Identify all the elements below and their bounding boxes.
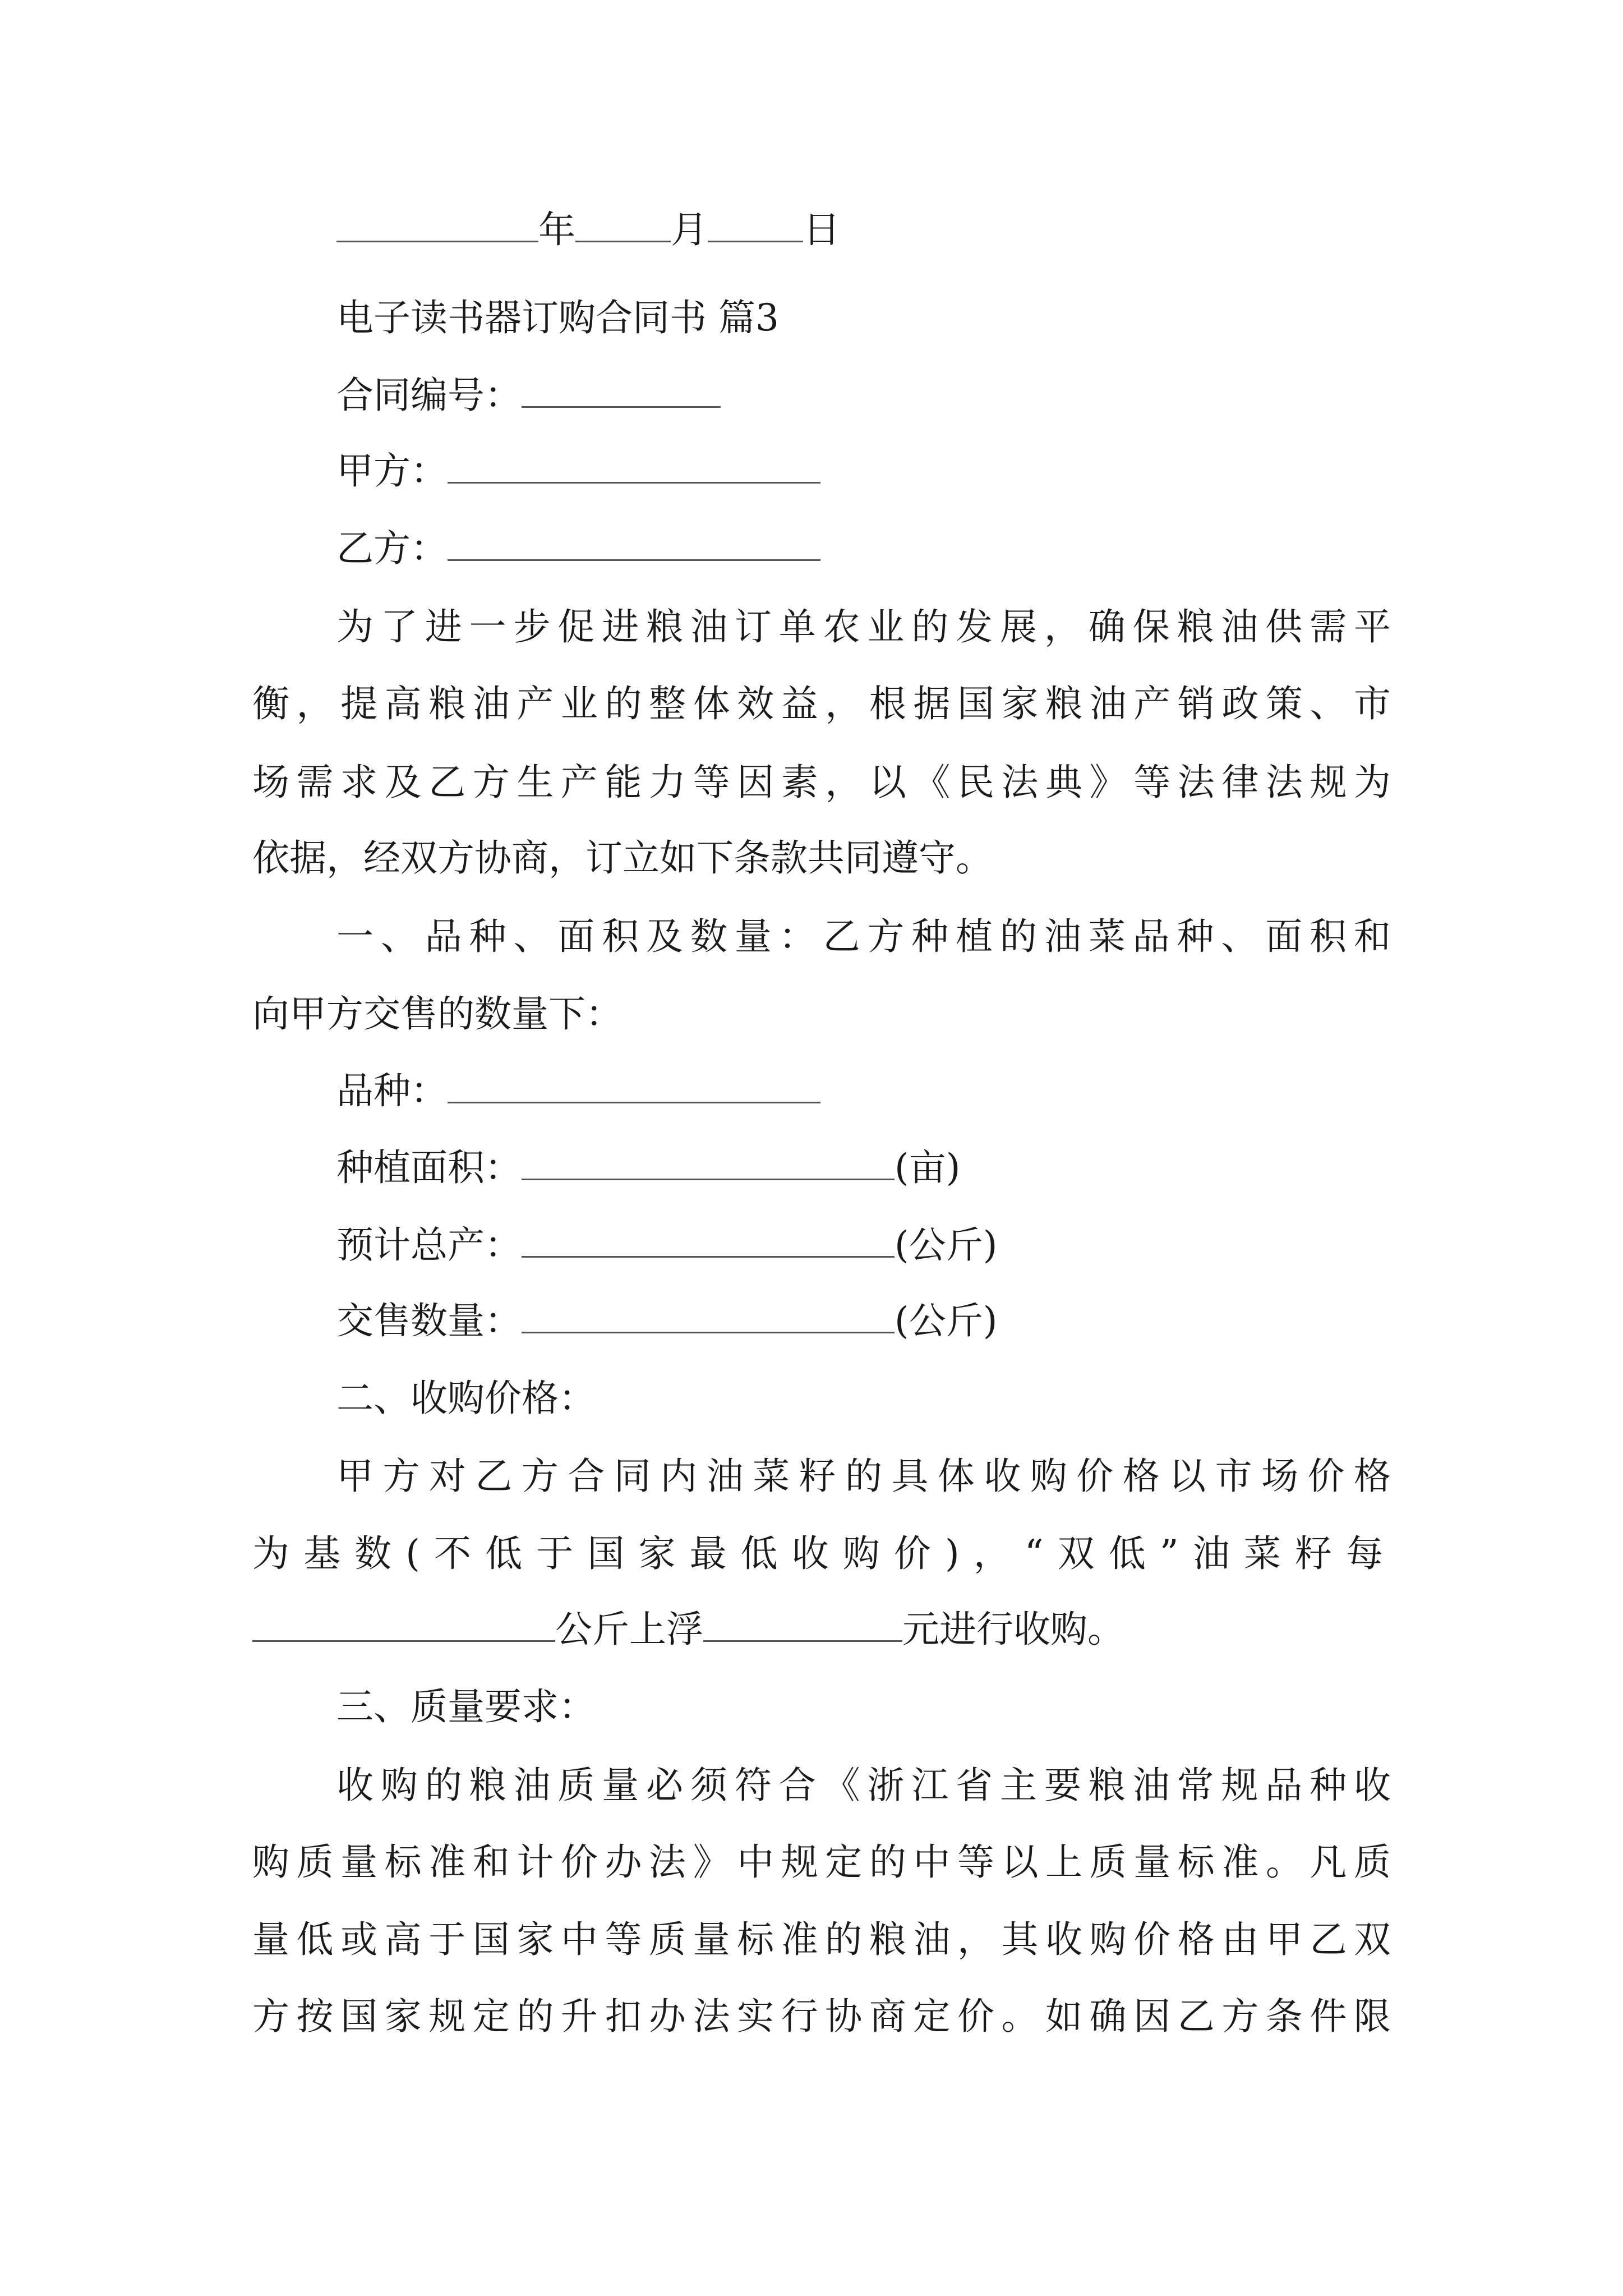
area-unit: (亩) (895, 1146, 961, 1189)
contract-number-label: 合同编号： (336, 374, 522, 417)
section3-line-4: 方按国家规定的升扣办法实行协商定价。如确因乙方条件限 (252, 1995, 1391, 2038)
section2-line-2: 为基数(不低于国家最低收购价)，“双低”油菜籽每 (252, 1532, 1391, 1575)
month-blank (575, 207, 671, 242)
variety-line (336, 1063, 1391, 1119)
party-b-blank (448, 526, 820, 561)
per-kg-blank (252, 1607, 555, 1642)
preamble-line-2: 衡，提高粮油产业的整体效益，根据国家粮油产销政策、市 (252, 682, 1391, 725)
section1-line-1: 一、品种、面积及数量：乙方种植的油菜品种、面积和 (336, 915, 1391, 958)
preamble-line-3: 场需求及乙方生产能力等因素，以《民法典》等法律法规为 (252, 761, 1391, 804)
day-blank (708, 207, 803, 242)
party-b-label: 乙方： (336, 527, 448, 570)
section3-line-1: 收购的粮油质量必须符合《浙江省主要粮油常规品种收 (336, 1764, 1391, 1807)
yield-label: 预计总产： (336, 1223, 522, 1267)
document-title: 电子读书器订购合同书 篇3 (336, 296, 779, 339)
yield-blank (522, 1222, 895, 1258)
section3-line-2: 购质量标准和计价办法》中规定的中等以上质量标准。凡质 (252, 1841, 1391, 1884)
party-a-label: 甲方： (336, 449, 448, 493)
section1-line-2: 向甲方交售的数量下： (252, 992, 623, 1036)
preamble-line-1: 为了进一步促进粮油订单农业的发展，确保粮油供需平 (336, 605, 1391, 648)
contract-number-blank (522, 372, 721, 408)
section2-line-3 (252, 1602, 1391, 1658)
day-label: 日 (803, 208, 840, 251)
date-line (336, 202, 1391, 258)
section3-heading: 三、质量要求： (336, 1685, 596, 1728)
month-label: 月 (671, 208, 708, 251)
section2-tail-end: 元进行收购。 (902, 1608, 1124, 1651)
price-increase-blank (703, 1607, 902, 1642)
area-line (336, 1140, 1391, 1196)
area-label: 种植面积： (336, 1146, 522, 1189)
sale-label: 交售数量： (336, 1299, 522, 1342)
area-blank (522, 1145, 895, 1180)
preamble-line-4: 依据，经双方协商，订立如下条款共同遵守。 (252, 836, 993, 880)
yield-line (336, 1217, 1391, 1273)
section2-tail-mid: 公斤上浮 (555, 1608, 703, 1651)
sale-blank (522, 1298, 895, 1333)
sale-line (336, 1293, 1391, 1349)
sale-unit: (公斤) (895, 1299, 998, 1342)
party-a-line (336, 443, 1391, 499)
variety-label: 品种： (336, 1069, 448, 1112)
variety-blank (448, 1068, 820, 1103)
contract-number-line (336, 367, 1391, 424)
party-a-blank (448, 448, 820, 484)
party-b-line (336, 521, 1391, 577)
section2-heading: 二、收购价格： (336, 1377, 596, 1420)
section2-line-1: 甲方对乙方合同内油菜籽的具体收购价格以市场价格 (336, 1455, 1391, 1498)
year-blank (336, 207, 538, 242)
yield-unit: (公斤) (895, 1223, 998, 1267)
year-label: 年 (538, 208, 575, 251)
section3-line-3: 量低或高于国家中等质量标准的粮油，其收购价格由甲乙双 (252, 1918, 1391, 1961)
